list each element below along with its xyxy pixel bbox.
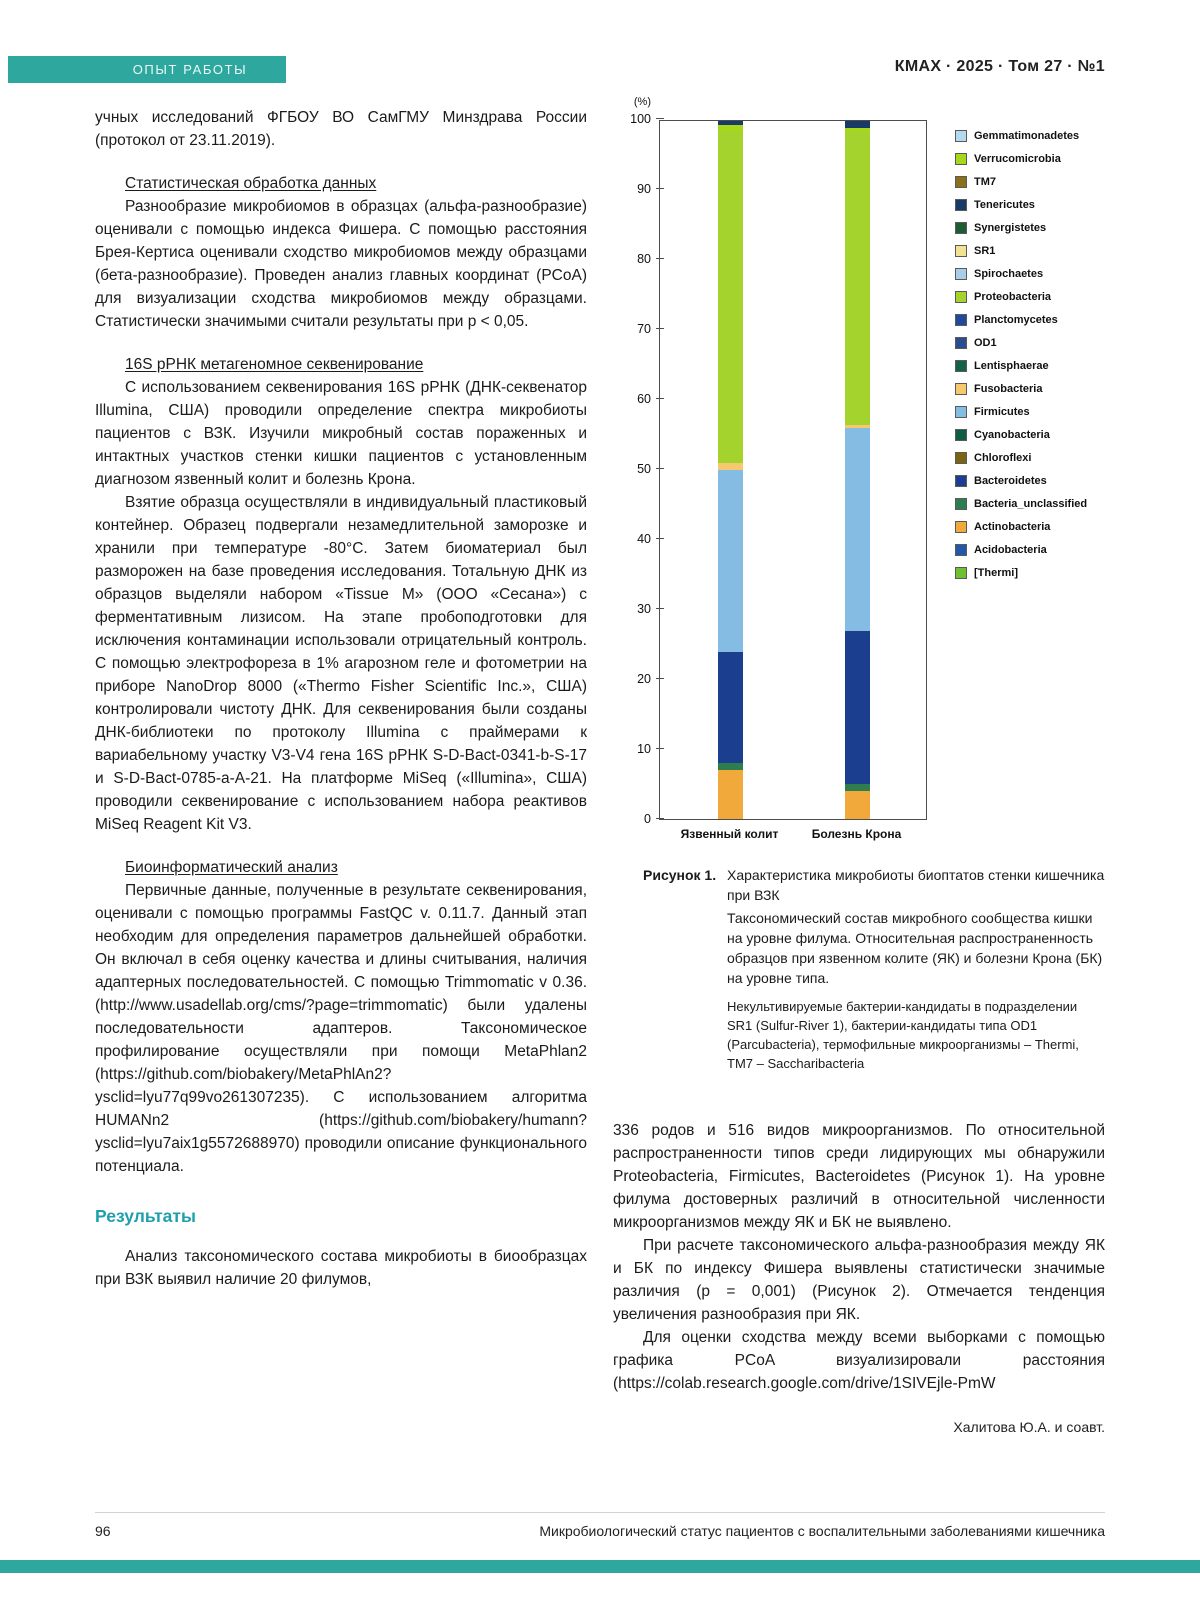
legend-item bbox=[955, 492, 1087, 515]
chart-plot-area bbox=[630, 96, 927, 826]
authors-reference: Халитова Ю.А. и соавт. bbox=[953, 1419, 1105, 1435]
chart-plot-column bbox=[630, 96, 927, 847]
right-paragraph-2: При расчете таксономического альфа-разнообразия между ЯК и БК по индексу Фишера выявлены статистически значимые различия (p = 0,001) (Рисунок 2). Отмечается тенденция увеличения разнообразия при ЯК. bbox=[613, 1237, 1105, 1323]
heading-statistics: Статистическая обработка данных bbox=[125, 175, 377, 192]
bar-segment-verrucomicrobia bbox=[718, 125, 743, 132]
legend-swatch-icon bbox=[955, 383, 967, 395]
x-category-label: Язвенный колит bbox=[680, 827, 779, 841]
bar-segment-firmicutes bbox=[718, 470, 743, 651]
legend-label: Bacteroidetes bbox=[974, 474, 1047, 487]
stacked-bar-1 bbox=[718, 121, 743, 819]
legend-swatch-icon bbox=[955, 360, 967, 372]
legend-swatch-icon bbox=[955, 245, 967, 257]
legend-label: Planctomycetes bbox=[974, 313, 1058, 326]
y-tick-label: 20 bbox=[637, 672, 651, 686]
legend-item bbox=[955, 354, 1087, 377]
legend-swatch-icon bbox=[955, 406, 967, 418]
y-tick-label: 80 bbox=[637, 252, 651, 266]
legend-item bbox=[955, 400, 1087, 423]
legend-swatch-icon bbox=[955, 544, 967, 556]
figure-caption-note: Некультивируемые бактерии-кандидаты в подразделении SR1 (Sulfur-River 1), бактерии-кандидаты типа OD1 (Parcubacteria), термофильные микроорганизмы – Thermi, TM7 – Saccharibacteria bbox=[727, 999, 1079, 1071]
legend-swatch-icon bbox=[955, 521, 967, 533]
page-footer bbox=[95, 1512, 1105, 1539]
legend-label: Actinobacteria bbox=[974, 520, 1051, 533]
legend-item bbox=[955, 147, 1087, 170]
chart-categories bbox=[659, 827, 927, 847]
bar-segment-firmicutes bbox=[845, 428, 870, 630]
paragraph-bioinformatics: Первичные данные, полученные в результате секвенирования, оценивали с помощью программы FastQC v. 0.11.7. Данный этап необходим для определения параметров дальнейшей обработки. Он включал в себя оценку качества и длины считывания, наличия адаптерных последовательностей. С помощью Trimmomatic v 0.36. (http://www.usadellab.org/cms/?page=trimmomatic) были удалены последовательности адаптеров. Таксономическое профилирование осуществляли при помощи MetaPhlan2 (https://github.com/biobakery/MetaPhlAn2?ysclid=lyu77q99vo261307235). С использованием алгоритма HUMANn2 (https://github.com/biobakery/humann?ysclid=lyu7aix1g5572688970) проводили описание функционального потенциала. bbox=[95, 882, 587, 1175]
y-tick-mark bbox=[656, 328, 664, 329]
legend-label: Gemmatimonadetes bbox=[974, 129, 1080, 142]
legend-label: TM7 bbox=[974, 175, 996, 188]
y-tick-mark bbox=[656, 818, 664, 819]
legend-label: Bacteria_unclassified bbox=[974, 497, 1088, 510]
legend-swatch-icon bbox=[955, 222, 967, 234]
chart-legend bbox=[955, 120, 1087, 847]
legend-item bbox=[955, 561, 1087, 584]
y-tick-label: 30 bbox=[637, 602, 651, 616]
figure-1 bbox=[613, 96, 1105, 1073]
paragraph-sequencing-1: С использованием секвенирования 16S рРНК (ДНК-секвенатор Illumina, США) проводили определение спектра микробиоты пациентов с ВЗК. Изучили микробный состав пораженных и интактных участков стенки кишки пациентов с установленным диагнозом язвенный колит и болезнь Крона. bbox=[95, 379, 587, 488]
legend-item bbox=[955, 331, 1087, 354]
legend-label: Lentisphaerae bbox=[974, 359, 1049, 372]
figure-caption-texts bbox=[727, 865, 1105, 1073]
paragraph-statistics: Разнообразие микробиомов в образцах (альфа-разнообразие) оценивали с помощью индекса Фишера. С помощью расстояния Брея-Кертиса оценивали сходство микробиомов между образцами (бета-разнообразие). Проведен анализ главных координат (PCoA) для визуализации сходства микробиомов между образцами. Статистически значимыми считали результаты при p < 0,05. bbox=[95, 198, 587, 330]
heading-bioinformatics: Биоинформатический анализ bbox=[125, 859, 338, 876]
bar-segment-actinobacteria bbox=[845, 791, 870, 819]
y-tick-mark bbox=[656, 468, 664, 469]
right-paragraph-1: 336 родов и 516 видов микроорганизмов. По относительной распространенности типов среди лидирующих мы обнаружили Proteobacteria, Firmicutes, Bacteroidetes (Рисунок 1). На уровне филума достоверных различий в относительной численности микроорганизмов между ЯК и БК не выявлено. bbox=[613, 1122, 1105, 1231]
chart-y-axis-label: (%) bbox=[633, 96, 651, 108]
bar-segment-proteobacteria bbox=[845, 132, 870, 425]
section-tag-label: ОПЫТ РАБОТЫ bbox=[132, 62, 248, 77]
y-tick-mark bbox=[656, 398, 664, 399]
legend-item bbox=[955, 377, 1087, 400]
legend-label: Chloroflexi bbox=[974, 451, 1032, 464]
y-tick-mark bbox=[656, 118, 664, 119]
legend-item bbox=[955, 308, 1087, 331]
legend-label: Synergistetes bbox=[974, 221, 1047, 234]
y-tick-mark bbox=[656, 748, 664, 749]
journal-reference: КМАХ · 2025 · Том 27 · №1 bbox=[894, 58, 1105, 75]
page-number: 96 bbox=[95, 1523, 111, 1539]
legend-item bbox=[955, 515, 1087, 538]
legend-swatch-icon bbox=[955, 452, 967, 464]
right-column-text bbox=[613, 1119, 1105, 1435]
bar-segment-actinobacteria bbox=[718, 770, 743, 819]
bar-segment-bacteroidetes bbox=[718, 652, 743, 764]
legend-label: Spirochaetes bbox=[974, 267, 1044, 280]
figure-caption-body: Таксономический состав микробного сообщества кишки на уровне филума. Относительная распространенность образцов при язвенном колите (ЯК) и болезни Крона (БК) на уровне типа. bbox=[727, 910, 1103, 986]
legend-label: Firmicutes bbox=[974, 405, 1030, 418]
legend-swatch-icon bbox=[955, 268, 967, 280]
legend-item bbox=[955, 124, 1087, 147]
legend-swatch-icon bbox=[955, 567, 967, 579]
legend-label: OD1 bbox=[974, 336, 997, 349]
section-tag bbox=[8, 56, 286, 83]
legend-label: SR1 bbox=[974, 244, 996, 257]
legend-swatch-icon bbox=[955, 153, 967, 165]
bar-segment-bacteria_unclassified bbox=[718, 763, 743, 770]
y-tick-label: 70 bbox=[637, 322, 651, 336]
bar-segment-proteobacteria bbox=[718, 132, 743, 464]
legend-label: Verrucomicrobia bbox=[974, 152, 1061, 165]
legend-label: Acidobacteria bbox=[974, 543, 1047, 556]
legend-swatch-icon bbox=[955, 498, 967, 510]
intro-paragraph: учных исследований ФГБОУ ВО СамГМУ Минздрава России (протокол от 23.11.2019). bbox=[95, 109, 587, 149]
legend-swatch-icon bbox=[955, 130, 967, 142]
y-tick-mark bbox=[656, 188, 664, 189]
y-tick-mark bbox=[656, 608, 664, 609]
legend-item bbox=[955, 538, 1087, 561]
legend-label: Cyanobacteria bbox=[974, 428, 1050, 441]
results-paragraph: Анализ таксономического состава микробиоты в биообразцах при ВЗК выявил наличие 20 филумов, bbox=[95, 1248, 587, 1288]
y-tick-mark bbox=[656, 678, 664, 679]
legend-swatch-icon bbox=[955, 176, 967, 188]
y-tick-mark bbox=[656, 258, 664, 259]
y-tick-label: 10 bbox=[637, 742, 651, 756]
figure-caption-label: Рисунок 1. bbox=[643, 867, 717, 883]
stacked-bar-2 bbox=[845, 121, 870, 819]
legend-item bbox=[955, 193, 1087, 216]
paragraph-sequencing-2: Взятие образца осуществляли в индивидуальный пластиковый контейнер. Образец подвергали незамедлительной заморозке и хранили при температуре -80°С. Затем биоматериал был разморожен на базе проведения исследования. Тотальную ДНК из образцов выделяли набором «Tissue M» (ООО «Сесана») с ферментативным лизисом. На этапе пробоподготовки для исключения контаминации использовали отрицательный контроль. С помощью электрофореза в 1% агарозном геле и фотометрии на приборе NanoDrop 8000 («Thermo Fisher Scientific Inc.», США) контролировали чистоту ДНК. Для секвенирования были созданы ДНК-библиотеки по протоколу Illumina с праймерами к вариабельному участку V3-V4 гена 16S рРНК S-D-Bact-0341-b-S-17 и S-D-Bact-0785-a-A-21. На платформе MiSeq («Illumina», США) проводили секвенирование с использованием набора реактивов MiSeq Reagent Kit V3. bbox=[95, 494, 587, 833]
results-heading: Результаты bbox=[95, 1206, 196, 1226]
legend-swatch-icon bbox=[955, 291, 967, 303]
y-tick-label: 60 bbox=[637, 392, 651, 406]
right-paragraph-3: Для оценки сходства между всеми выборками с помощью графика PCoA визуализировали расстояния (https://colab.research.google.com/drive/1SIVEjle-PmW bbox=[613, 1329, 1105, 1392]
legend-item bbox=[955, 216, 1087, 239]
legend-item bbox=[955, 446, 1087, 469]
y-tick-label: 50 bbox=[637, 462, 651, 476]
right-column bbox=[613, 96, 1105, 1435]
legend-swatch-icon bbox=[955, 429, 967, 441]
legend-label: [Thermi] bbox=[974, 566, 1018, 579]
legend-item bbox=[955, 170, 1087, 193]
legend-item bbox=[955, 262, 1087, 285]
y-tick-mark bbox=[656, 538, 664, 539]
y-tick-label: 90 bbox=[637, 182, 651, 196]
y-tick-label: 100 bbox=[630, 112, 651, 126]
legend-swatch-icon bbox=[955, 314, 967, 326]
y-tick-label: 0 bbox=[644, 812, 651, 826]
legend-item bbox=[955, 423, 1087, 446]
legend-label: Proteobacteria bbox=[974, 290, 1052, 303]
legend-swatch-icon bbox=[955, 199, 967, 211]
bar-segment-tenericutes bbox=[845, 121, 870, 128]
legend-label: Fusobacteria bbox=[974, 382, 1043, 395]
figure-1-chart bbox=[613, 96, 1105, 847]
legend-swatch-icon bbox=[955, 337, 967, 349]
y-tick-label: 40 bbox=[637, 532, 651, 546]
running-title: Микробиологический статус пациентов с воспалительными заболеваниями кишечника bbox=[539, 1523, 1105, 1539]
figure-1-caption bbox=[643, 865, 1105, 1073]
bottom-accent-bar bbox=[0, 1560, 1200, 1573]
bar-segment-bacteroidetes bbox=[845, 631, 870, 785]
legend-item bbox=[955, 239, 1087, 262]
legend-label: Tenericutes bbox=[974, 198, 1035, 211]
bar-segment-bacteria_unclassified bbox=[845, 784, 870, 791]
x-category-label: Болезнь Крона bbox=[811, 827, 902, 841]
page-content bbox=[95, 96, 1105, 1435]
legend-swatch-icon bbox=[955, 475, 967, 487]
heading-sequencing: 16S рРНК метагеномное секвенирование bbox=[125, 356, 424, 373]
bar-segment-fusobacteria bbox=[718, 463, 743, 470]
legend-item bbox=[955, 469, 1087, 492]
left-column bbox=[95, 106, 587, 1435]
legend-item bbox=[955, 285, 1087, 308]
figure-caption-title: Характеристика микробиоты биоптатов стенки кишечника при ВЗК bbox=[727, 867, 1105, 903]
